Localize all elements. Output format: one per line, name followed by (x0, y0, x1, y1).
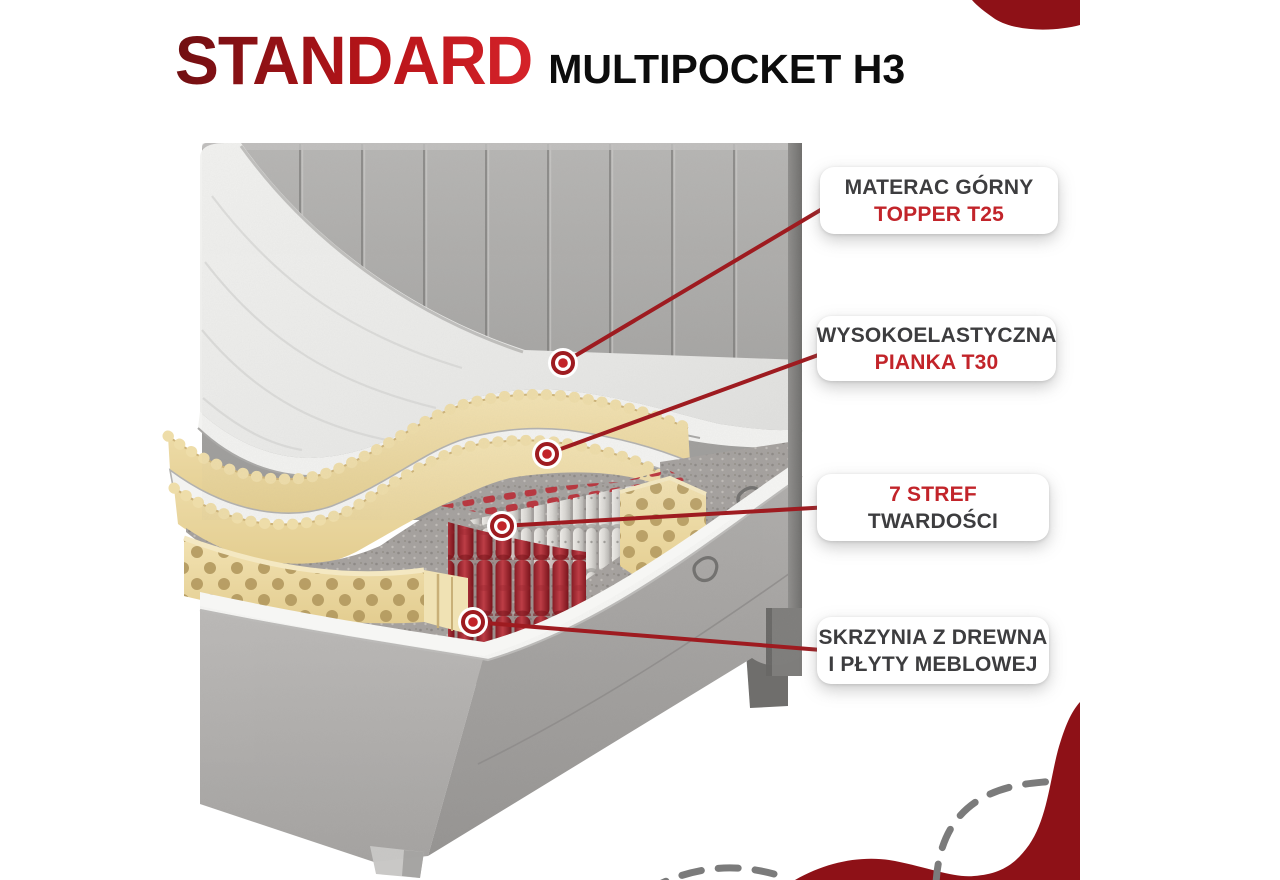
bottom-right-blob (795, 702, 1080, 880)
callout-line: TWARDOŚCI (867, 509, 999, 533)
callout-line: I PŁYTY MEBLOWEJ (828, 652, 1038, 676)
marker-topper (548, 348, 578, 378)
callout-line: PIANKA T30 (874, 350, 999, 374)
page-title (0, 22, 1080, 98)
callout-line: WYSOKOELASTYCZNA (816, 323, 1057, 347)
dashed-curve-bottom (648, 868, 774, 880)
callout-line: SKRZYNIA Z DREWNA (818, 625, 1048, 649)
model-name: MULTIPOCKET H3 (548, 46, 906, 92)
marker-foam (532, 439, 562, 469)
marker-base (458, 607, 488, 637)
brand-name: STANDARD (174, 21, 533, 99)
callout-line: TOPPER T25 (874, 202, 1004, 226)
callout-card-frame (817, 617, 1049, 684)
callout-line: 7 STREF (889, 482, 977, 506)
callout-card-zones (817, 474, 1049, 541)
callout-card-topper (820, 167, 1058, 234)
marker-springs (487, 511, 517, 541)
callout-line: MATERAC GÓRNY (844, 175, 1034, 199)
callout-card-foam (817, 316, 1056, 381)
